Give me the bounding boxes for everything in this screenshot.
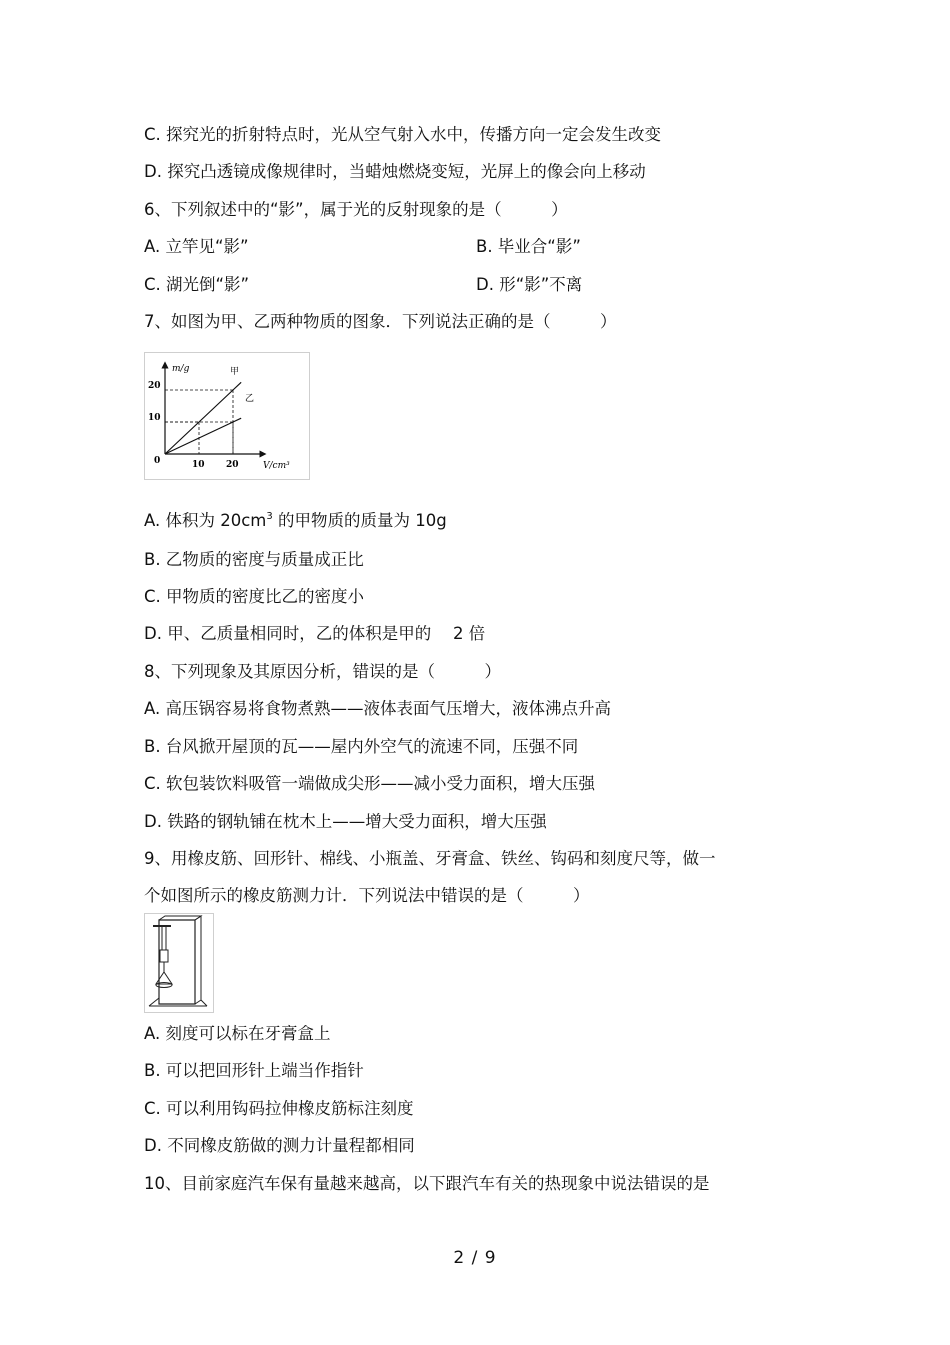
q8-option-b: B. 台风掀开屋顶的瓦——屋内外空气的流速不同，压强不同 <box>144 737 579 756</box>
q7-option-a-volume: 20cm <box>220 511 267 530</box>
q7-option-d: D. 甲、乙质量相同时，乙的体积是甲的 2 倍 <box>144 624 486 643</box>
q7-series-label-jia: 甲 <box>230 367 240 377</box>
q7-option-a <box>144 506 447 532</box>
page-number: 2 / 9 <box>453 1248 497 1268</box>
q9-option-b: B. 可以把回形针上端当作指针 <box>144 1061 364 1080</box>
q7-series-label-yi: 乙 <box>245 394 255 404</box>
q6-stem: 6、下列叙述中的“影”，属于光的反射现象的是（ ） <box>144 200 568 219</box>
q7-y-axis-label: m/g <box>172 364 190 374</box>
q7-graph <box>144 352 310 480</box>
q7-y-tick-10: 10 <box>148 413 161 423</box>
q7-option-a-prefix: A. 体积为 <box>144 511 221 530</box>
q7-x-axis-label: V/cm³ <box>263 461 290 471</box>
q9-option-d: D. 不同橡皮筋做的测力计量程都相同 <box>144 1136 415 1155</box>
q7-origin-label: 0 <box>154 456 161 466</box>
q7-x-tick-10: 10 <box>192 460 205 470</box>
q8-option-a: A. 高压锅容易将食物煮熟——液体表面气压增大，液体沸点升高 <box>144 699 611 718</box>
q7-option-b: B. 乙物质的密度与质量成正比 <box>144 550 364 569</box>
q7-graph-svg <box>145 353 309 479</box>
q9-option-c: C. 可以利用钩码拉伸橡皮筋标注刻度 <box>144 1099 414 1118</box>
q7-option-c: C. 甲物质的密度比乙的密度小 <box>144 587 365 606</box>
q7-series-line-2 <box>165 418 241 454</box>
q5-option-d: D. 探究凸透镜成像规律时，当蜡烛燃烧变短，光屏上的像会向上移动 <box>144 162 646 181</box>
q6-option-b: B. 毕业合“影” <box>476 237 581 256</box>
q8-stem: 8、下列现象及其原因分析，错误的是（ ） <box>144 662 501 681</box>
q6-option-d: D. 形“影”不离 <box>476 275 583 294</box>
q6-option-c: C. 湖光倒“影” <box>144 275 250 294</box>
q9-option-a: A. 刻度可以标在牙膏盒上 <box>144 1024 331 1043</box>
q7-option-a-suffix: 的甲物质的质量为 10g <box>272 511 447 530</box>
q5-option-c: C. 探究光的折射特点时，光从空气射入水中，传播方向一定会发生改变 <box>144 125 662 144</box>
q9-dynamometer-svg <box>145 914 213 1012</box>
q10-stem: 10、目前家庭汽车保有量越来越高，以下跟汽车有关的热现象中说法错误的是 <box>144 1174 710 1193</box>
q6-option-a: A. 立竿见“影” <box>144 237 249 256</box>
q7-y-tick-20: 20 <box>148 381 161 391</box>
q9-stem-line1: 9、用橡皮筋、回形针、棉线、小瓶盖、牙膏盒、铁丝、钩码和刻度尺等，做一 <box>144 849 716 868</box>
q9-dynamometer-figure <box>144 913 214 1013</box>
q8-option-c: C. 软包装饮料吸管一端做成尖形——减小受力面积，增大压强 <box>144 774 596 793</box>
q7-x-tick-20: 20 <box>226 460 239 470</box>
q7-option-a-exponent: 3 <box>266 511 273 522</box>
q8-option-d: D. 铁路的钢轨铺在枕木上——增大受力面积，增大压强 <box>144 812 547 831</box>
q9-stem-line2: 个如图所示的橡皮筋测力计．下列说法中错误的是（ ） <box>144 886 590 905</box>
q7-stem: 7、如图为甲、乙两种物质的图象．下列说法正确的是（ ） <box>144 312 617 331</box>
q7-series-line-1 <box>165 382 241 454</box>
